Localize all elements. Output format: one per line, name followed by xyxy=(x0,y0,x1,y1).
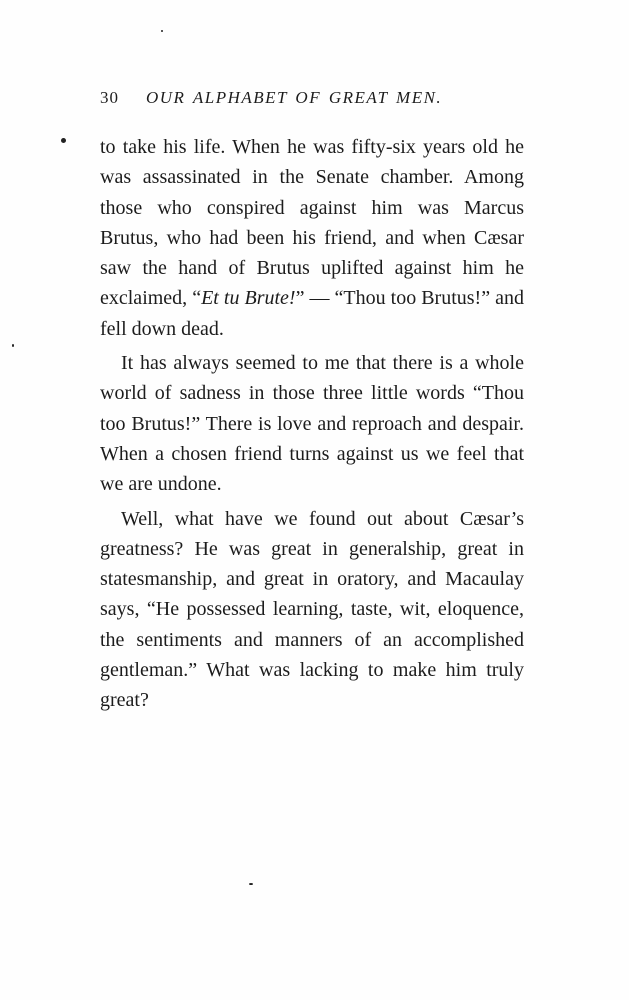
ink-speck xyxy=(61,138,66,143)
running-header xyxy=(100,88,520,112)
latin-quote: Et tu Brute! xyxy=(201,287,296,310)
page-number: 30 xyxy=(100,88,119,107)
paragraph: Well, what have we found out about Cæsar’s greatness? He was great in generalship, great in statesmanship, and great in oratory, and Macaulay says, “He possessed learning, taste, wit, eloquence, the sentiments and manners of an accomplished gentleman.” What was lacking to make him truly great? xyxy=(100,507,524,712)
running-title: OUR ALPHABET OF GREAT MEN. xyxy=(146,88,443,107)
ink-speck xyxy=(12,344,14,347)
paragraph-text: to take his life. When he was fifty-six years old he was assassinated in the Senate chamber. Among those who conspired against him was Marcus Brutus, who had been his friend, and when Cæsar saw the hand of Brutus uplifted against him he exclaimed, “ xyxy=(100,136,524,310)
paragraph: It has always seemed to me that there is a whole world of sadness in those three little words “Thou too Brutus!” There is love and reproach and despair. When a chosen friend turns against us we feel that we are undone. xyxy=(100,352,524,496)
ink-speck xyxy=(161,30,163,32)
paragraph-text: ” — “Thou too Brutus!” and fell down dead. xyxy=(100,287,524,340)
ink-speck xyxy=(249,883,253,885)
paragraph-continuation xyxy=(100,132,524,344)
body-text xyxy=(100,132,524,716)
